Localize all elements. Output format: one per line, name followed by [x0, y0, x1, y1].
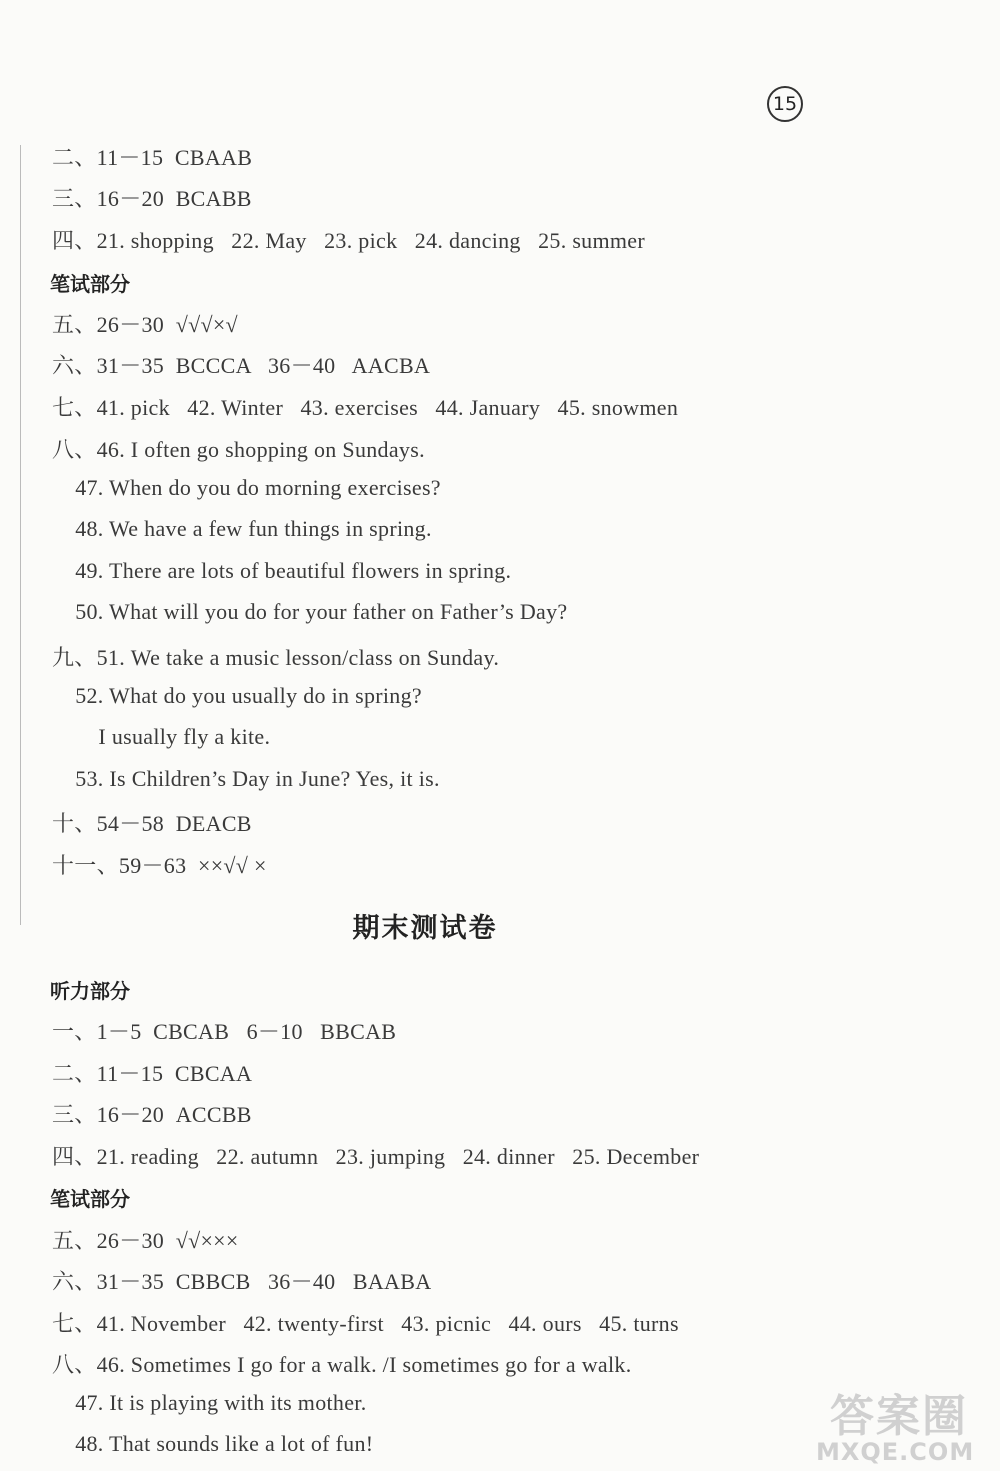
listening-section-heading: 听力部分	[50, 979, 130, 1003]
written-section-heading: 笔试部分	[50, 1187, 130, 1211]
margin-rule	[20, 145, 21, 925]
answer-line: 二、11－15 CBCAA	[52, 1061, 253, 1086]
answer-line: 五、26－30 √√×××	[52, 1228, 239, 1253]
watermark-url: MXQE.COM	[816, 1438, 975, 1466]
answer-line: 三、16－20 BCABB	[52, 186, 252, 211]
answer-line: 八、46. Sometimes I go for a walk. /I sometimes go for a walk.	[52, 1352, 632, 1377]
answer-line: 十一、59－63 ××√√ ×	[52, 853, 267, 878]
answer-line: 47. It is playing with its mother.	[52, 1390, 367, 1415]
page-number: 15	[767, 86, 803, 122]
answer-line: 47. When do you do morning exercises?	[52, 475, 441, 500]
answer-line: 48. We have a few fun things in spring.	[52, 516, 432, 541]
answer-line: 六、31－35 CBBCB 36－40 BAABA	[52, 1269, 432, 1294]
answer-line: 九、51. We take a music lesson/class on Sunday.	[52, 645, 500, 670]
answer-line: 53. Is Children’s Day in June? Yes, it is.	[52, 766, 440, 791]
answer-line: 52. What do you usually do in spring?	[52, 683, 422, 708]
watermark-text: 答案圈	[830, 1391, 968, 1442]
answer-line: 49. There are lots of beautiful flowers in spring.	[52, 558, 512, 583]
answer-line: 二、11－15 CBAAB	[52, 145, 253, 170]
answer-line: 四、21. shopping 22. May 23. pick 24. dancing 25. summer	[52, 228, 645, 253]
answer-line: 50. What will you do for your father on Father’s Day?	[52, 599, 568, 624]
answer-line: 八、46. I often go shopping on Sundays.	[52, 437, 425, 462]
answer-line: 六、31－35 BCCCA 36－40 AACBA	[52, 353, 431, 378]
answer-line: 七、41. pick 42. Winter 43. exercises 44. January 45. snowmen	[52, 395, 679, 420]
answer-line: 五、26－30 √√√×√	[52, 312, 238, 337]
answer-line: 四、21. reading 22. autumn 23. jumping 24. dinner 25. December	[52, 1144, 700, 1169]
written-section-heading: 笔试部分	[50, 272, 130, 296]
answer-line: 三、16－20 ACCBB	[52, 1102, 252, 1127]
answer-line: 七、41. November 42. twenty-first 43. picnic 44. ours 45. turns	[52, 1311, 679, 1336]
answer-line: 一、1－5 CBCAB 6－10 BBCAB	[52, 1019, 397, 1044]
final-test-title: 期末测试卷	[352, 913, 498, 944]
answer-line: 48. That sounds like a lot of fun!	[52, 1431, 374, 1456]
answer-line: I usually fly a kite.	[52, 724, 271, 749]
answer-line: 十、54－58 DEACB	[52, 811, 252, 836]
watermark-logo	[812, 1380, 992, 1468]
